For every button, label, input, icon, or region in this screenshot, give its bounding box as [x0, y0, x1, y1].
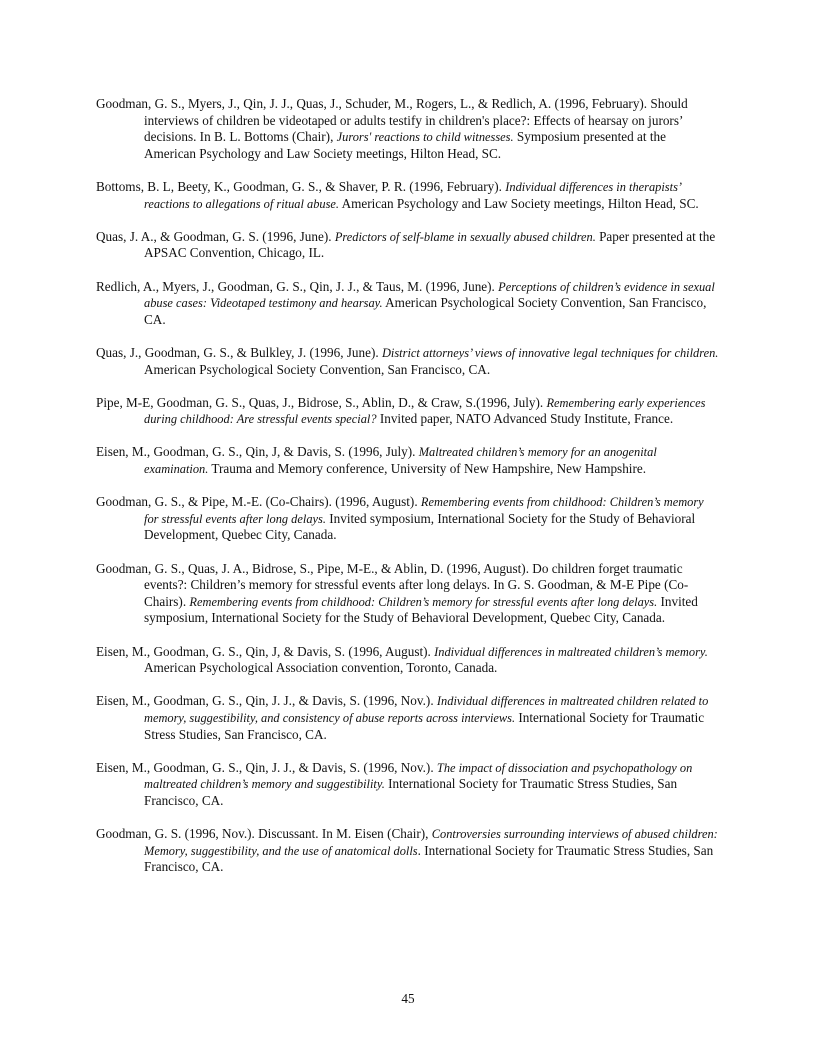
reference-entry — [96, 693, 720, 743]
reference-title: The impact of dissociation and psychopathology on maltreated children’s memory and suggestibility. — [144, 760, 693, 792]
reference-authors-date: Eisen, M., Goodman, G. S., Qin, J. J., & Davis, S. (1996, Nov.). — [96, 759, 437, 775]
reference-entry — [96, 229, 720, 262]
reference-entry — [96, 395, 720, 428]
reference-authors-date: Quas, J., Goodman, G. S., & Bulkley, J. (1996, June). — [96, 344, 382, 360]
reference-entry — [96, 760, 720, 810]
reference-authors-date: Goodman, G. S., Myers, J., Qin, J. J., Quas, J., Schuder, M., Rogers, L., & Redlich, A. (1996, February). Should interviews of children be videotaped or adults testify in children's place?: Effects of hearsay on jurors’ decisions. In B. L. Bottoms (Chair), — [96, 96, 688, 145]
reference-title: Remembering events from childhood: Children’s memory for stressful events after long delays. — [189, 594, 658, 609]
reference-entry — [96, 494, 720, 544]
reference-authors-date: Goodman, G. S., & Pipe, M.-E. (Co-Chairs). (1996, August). — [96, 494, 421, 510]
reference-authors-date: Redlich, A., Myers, J., Goodman, G. S., Qin, J. J., & Taus, M. (1996, June). — [96, 278, 499, 294]
reference-entry — [96, 345, 720, 378]
reference-title: Remembering events from childhood: Children’s memory for stressful events after long delays. — [144, 495, 704, 526]
reference-title: Perceptions of children’s evidence in sexual abuse cases: Videotaped testimony and hearsay. — [144, 279, 715, 311]
reference-title: District attorneys’ views of innovative legal techniques for children. — [381, 345, 719, 360]
reference-venue: American Psychology and Law Society meetings, Hilton Head, SC. — [339, 195, 699, 211]
reference-venue: Invited symposium, International Society for the Study of Behavioral Development, Quebec City, Canada. — [144, 593, 698, 626]
reference-list — [96, 96, 720, 893]
reference-authors-date: Goodman, G. S. (1996, Nov.). Discussant. In M. Eisen (Chair), — [96, 826, 432, 842]
reference-venue: American Psychological Society Convention, San Francisco, CA. — [144, 361, 491, 377]
reference-authors-date: Eisen, M., Goodman, G. S., Qin, J. J., & Davis, S. (1996, Nov.). — [96, 693, 437, 709]
page-number: 45 — [401, 991, 415, 1006]
reference-entry — [96, 826, 720, 876]
reference-venue: American Psychological Society Convention, San Francisco, CA. — [144, 295, 707, 327]
reference-entry — [96, 444, 720, 477]
reference-title: Individual differences in therapists’ reactions to allegations of ritual abuse. — [144, 179, 681, 211]
reference-title: Controversies surrounding interviews of abused children: Memory, suggestibility, and the use of anatomical dolls — [144, 827, 718, 858]
reference-authors-date: Bottoms, B. L, Beety, K., Goodman, G. S., & Shaver, P. R. (1996, February). — [96, 178, 506, 194]
reference-venue: . International Society for Traumatic Stress Studies, San Francisco, CA. — [144, 842, 714, 875]
reference-venue: Symposium presented at the American Psychology and Law Society meetings, Hilton Head, SC. — [144, 129, 666, 161]
reference-entry — [96, 179, 720, 212]
reference-entry — [96, 96, 720, 162]
reference-title: Individual differences in maltreated children’s memory. — [434, 644, 708, 659]
reference-title: Predictors of self-blame in sexually abused children. — [334, 229, 596, 244]
reference-title: Maltreated children’s memory for an anogenital examination. — [144, 445, 657, 477]
reference-venue: Paper presented at the APSAC Convention, Chicago, IL. — [144, 228, 716, 261]
reference-entry — [96, 279, 720, 329]
reference-entry — [96, 561, 720, 627]
reference-venue: Invited paper, NATO Advanced Study Institute, France. — [376, 411, 674, 427]
reference-title: Remembering early experiences during childhood: Are stressful events special? — [144, 395, 706, 427]
reference-title: Individual differences in maltreated children related to memory, suggestibility, and consistency of abuse reports across interviews. — [144, 694, 709, 725]
reference-authors-date: Eisen, M., Goodman, G. S., Qin, J, & Davis, S. (1996, July). — [96, 444, 419, 460]
reference-venue: International Society for Traumatic Stress Studies, San Francisco, CA. — [144, 776, 678, 808]
reference-authors-date: Goodman, G. S., Quas, J. A., Bidrose, S., Pipe, M-E., & Ablin, D. (1996, August). Do children forget traumatic events?: Children’s memory for stressful events after long delays. In G. S. Goodman, & M-E Pipe (Co-Chairs). — [96, 560, 689, 609]
reference-venue: International Society for Traumatic Stress Studies, San Francisco, CA. — [144, 709, 705, 742]
reference-venue: Invited symposium, International Society for the Study of Behavioral Development, Quebec City, Canada. — [144, 510, 696, 543]
reference-entry — [96, 644, 720, 677]
reference-authors-date: Quas, J. A., & Goodman, G. S. (1996, June). — [96, 228, 335, 244]
reference-title: Jurors' reactions to child witnesses. — [336, 130, 514, 145]
reference-venue: American Psychological Association convention, Toronto, Canada. — [144, 660, 498, 676]
reference-venue: Trauma and Memory conference, University of New Hampshire, New Hampshire. — [208, 461, 646, 477]
reference-authors-date: Eisen, M., Goodman, G. S., Qin, J, & Davis, S. (1996, August). — [96, 643, 435, 659]
reference-authors-date: Pipe, M-E, Goodman, G. S., Quas, J., Bidrose, S., Ablin, D., & Craw, S.(1996, July). — [96, 394, 547, 410]
